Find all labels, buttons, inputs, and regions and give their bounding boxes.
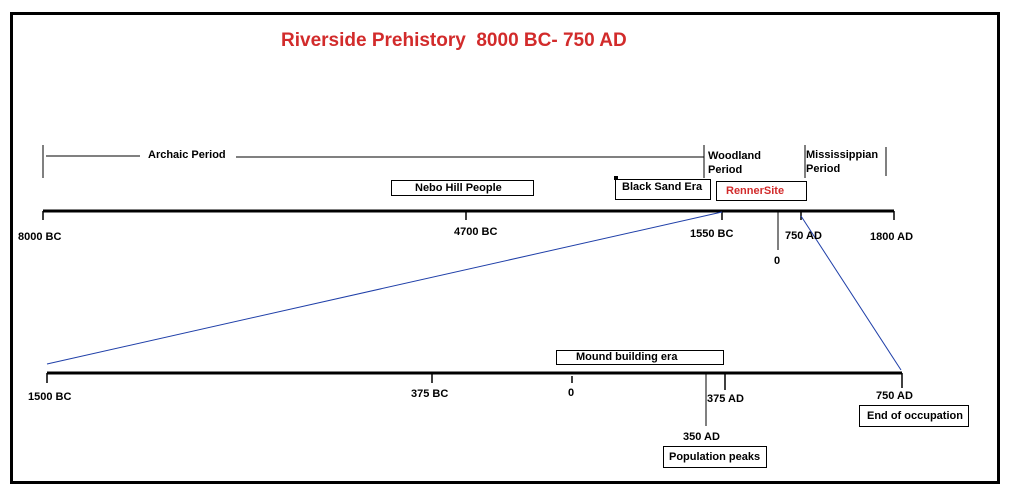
top-label-8000bc: 8000 BC (18, 231, 62, 243)
box-mound-building-era (556, 350, 724, 365)
label-woodland-period: Period (708, 164, 743, 176)
box-renner-site-label: RennerSite (726, 185, 785, 197)
label-woodland: Woodland (708, 150, 761, 162)
box-renner-site (716, 181, 807, 201)
top-label-4700bc: 4700 BC (454, 226, 498, 238)
box-nebo-hill-people (391, 180, 534, 196)
top-label-750ad: 750 AD (785, 230, 822, 242)
connector-left (47, 212, 722, 364)
bottom-label-zero: 0 (568, 387, 575, 399)
bottom-label-1500bc: 1500 BC (28, 391, 72, 403)
label-archaic-period: Archaic Period (148, 149, 226, 161)
top-label-1550bc: 1550 BC (690, 228, 734, 240)
box-end-of-occupation-label: End of occupation (867, 410, 963, 422)
top-label-1800ad: 1800 AD (870, 231, 914, 243)
bottom-label-750ad: 750 AD (876, 390, 913, 402)
box-nebo-hill-label: Nebo Hill People (415, 182, 502, 194)
bottom-label-375ad: 375 AD (707, 393, 744, 405)
bottom-label-375bc: 375 BC (411, 388, 449, 400)
box-population-peaks (663, 446, 767, 468)
diagram-title: Riverside Prehistory 8000 BC- 750 AD (281, 30, 627, 51)
label-mississippian: Mississippian (806, 149, 879, 161)
box-black-sand-label: Black Sand Era (622, 181, 703, 193)
box-mound-building-label: Mound building era (576, 351, 678, 363)
label-mississippian-period: Period (806, 163, 841, 175)
box-end-of-occupation (859, 405, 969, 427)
bottom-label-350ad: 350 AD (683, 431, 720, 443)
box-black-sand-era (615, 179, 711, 200)
top-label-zero: 0 (774, 255, 781, 267)
box-population-peaks-label: Population peaks (669, 451, 761, 463)
